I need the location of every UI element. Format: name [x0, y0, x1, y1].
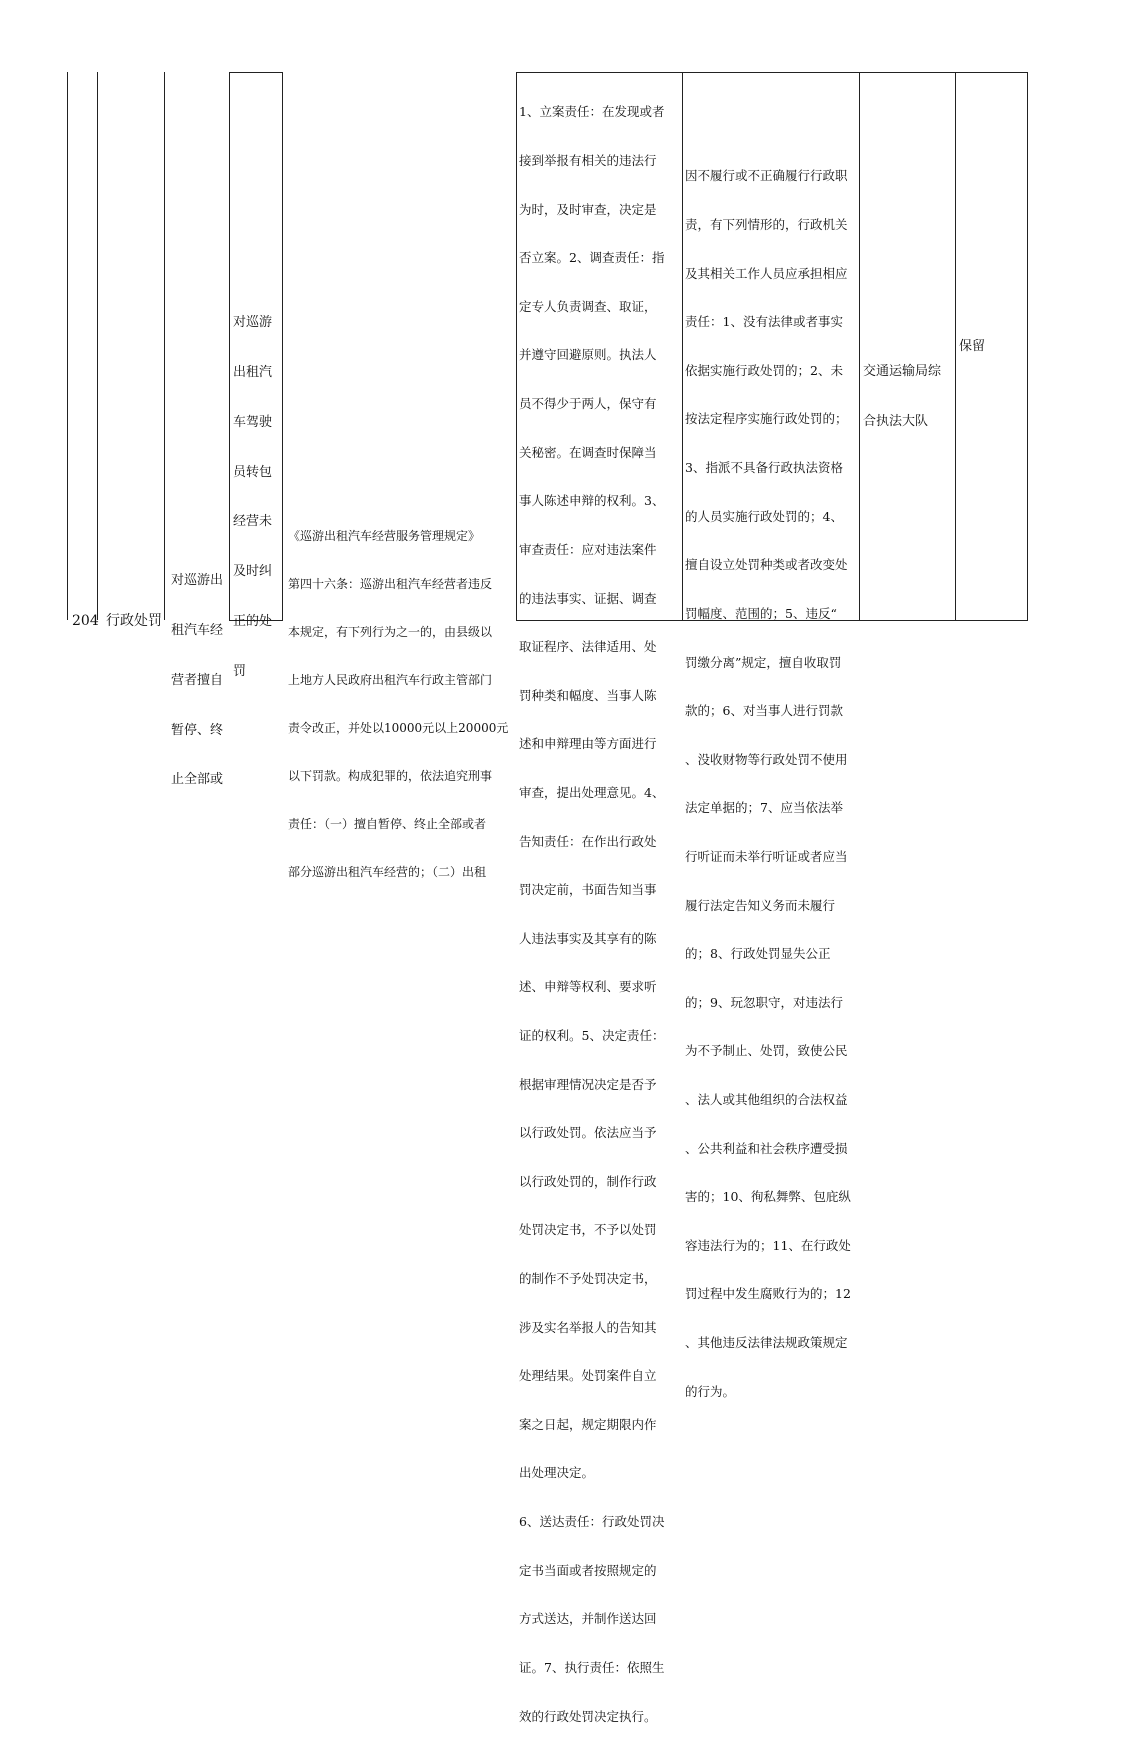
- liability-line: 及其相关工作人员应承担相应: [685, 265, 848, 281]
- liability-line: 的行为。: [685, 1383, 736, 1399]
- liability-line: 依据实施行政处罚的；2、未: [685, 362, 843, 378]
- liability-line: 、其他违反法律法规政策规定: [685, 1335, 848, 1351]
- legal-basis-line: 上地方人民政府出租汽车行政主管部门: [288, 673, 493, 687]
- legal-basis-line: 《巡游出租汽车经营服务管理规定》: [288, 529, 481, 543]
- legal-basis-line: 以下罚款。构成犯罪的，依法追究刑事: [288, 769, 493, 783]
- liability-line: 为不予制止、处罚，致使公民: [685, 1043, 848, 1059]
- responsibility-line: 以行政处罚。依法应当予: [519, 1125, 657, 1141]
- table-border: [682, 72, 683, 620]
- responsibility-text: [519, 72, 664, 1757]
- sub-item-name: [233, 282, 272, 713]
- responsibility-line: 审查责任：应对违法案件: [519, 541, 657, 557]
- liability-line: 的；9、玩忽职守，对违法行: [685, 994, 843, 1010]
- responsibility-line: 人违法事实及其享有的陈: [519, 930, 657, 946]
- sub-item-line: 出租汽: [233, 364, 273, 380]
- responsibility-line: 关秘密。在调查时保障当: [519, 444, 657, 460]
- responsibility-line: 审查，提出处理意见。4、: [519, 784, 665, 800]
- serial-number: 204: [72, 613, 99, 629]
- liability-line: 、公共利益和社会秩序遭受损: [685, 1140, 848, 1156]
- department-line: 合执法大队: [863, 413, 929, 429]
- responsibility-line: 效的行政处罚决定执行。: [519, 1708, 657, 1724]
- item-name-line: 营者擅自: [171, 672, 224, 688]
- responsibility-line: 6、送达责任：行政处罚决: [519, 1514, 665, 1530]
- legal-basis-line: 部分巡游出租汽车经营的；（二）出租: [288, 865, 487, 879]
- responsibility-line: 处罚决定书，不予以处罚: [519, 1222, 657, 1238]
- responsibility-line: 涉及实名举报人的告知其: [519, 1319, 657, 1335]
- responsibility-line: 证。7、执行责任：依照生: [519, 1659, 665, 1675]
- responsibility-line: 罚种类和幅度、当事人陈: [519, 687, 657, 703]
- sub-item-line: 及时纠: [233, 564, 273, 580]
- responsibility-line: 罚决定前，书面告知当事: [519, 882, 657, 898]
- responsibility-line: 以行政处罚的，制作行政: [519, 1173, 657, 1189]
- liability-line: 擅自设立处罚种类或者改变处: [685, 557, 848, 573]
- sub-item-line: 正的处: [233, 613, 273, 629]
- responsibility-line: 定专人负责调查、取证，: [519, 298, 657, 314]
- liability-line: 的；8、行政处罚显失公正: [685, 946, 831, 962]
- liability-line: 罚缴分离”规定，擅自收取罚: [685, 654, 842, 670]
- responsibility-line: 述、申辩等权利、要求听: [519, 979, 657, 995]
- sub-item-line: 经营未: [233, 514, 273, 530]
- department-line: 交通运输局综: [863, 364, 942, 379]
- responsibility-line: 为时，及时审查，决定是: [519, 201, 657, 217]
- liability-line: 、没收财物等行政处罚不使用: [685, 751, 848, 767]
- liability-line: 责，有下列情形的，行政机关: [685, 217, 848, 233]
- liability-line: 3、指派不具备行政执法资格: [685, 460, 843, 476]
- legal-basis-line: 本规定，有下列行为之一的，由县级以: [288, 625, 493, 639]
- liability-line: 按法定程序实施行政处罚的；: [685, 411, 848, 427]
- responsibility-line: 的制作不予处罚决定书，: [519, 1271, 657, 1287]
- table-border: [955, 72, 956, 620]
- responsibility-line: 告知责任：在作出行政处: [519, 833, 657, 849]
- department: [863, 331, 941, 463]
- liability-line: 罚幅度、范围的；5、违反“: [685, 605, 837, 621]
- liability-line: 行听证而未举行听证或者应当: [685, 848, 848, 864]
- responsibility-line: 处理结果。处罚案件自立: [519, 1368, 657, 1384]
- liability-line: 责任：1、没有法律或者事实: [685, 314, 843, 330]
- liability-line: 容违法行为的；11、在行政处: [685, 1237, 851, 1253]
- liability-line: 、法人或其他组织的合法权益: [685, 1091, 848, 1107]
- responsibility-line: 取证程序、法律适用、处: [519, 639, 657, 655]
- sub-item-line: 车驾驶: [233, 414, 273, 430]
- responsibility-line: 根据审理情况决定是否予: [519, 1076, 657, 1092]
- responsibility-line: 证的权利。5、决定责任：: [519, 1027, 665, 1043]
- responsibility-line: 方式送达，并制作送达回: [519, 1611, 657, 1627]
- table-border: [1027, 72, 1028, 620]
- responsibility-line: 1、立案责任：在发现或者: [519, 104, 665, 120]
- liability-line: 的人员实施行政处罚的；4、: [685, 508, 843, 524]
- serial-number-cell: [68, 72, 99, 629]
- item-name-line: 止全部或: [171, 772, 224, 788]
- table-border: [229, 72, 230, 620]
- liability-text: [685, 136, 851, 1432]
- responsibility-cell: [517, 73, 682, 1724]
- responsibility-line: 员不得少于两人，保守有: [519, 396, 657, 412]
- liability-line: 履行法定告知义务而未履行: [685, 897, 836, 913]
- category-text: 行政处罚: [106, 613, 162, 629]
- responsibility-line: 事人陈述申辩的权利。3、: [519, 493, 665, 509]
- liability-line: 害的；10、徇私舞弊、包庇纵: [685, 1189, 851, 1205]
- responsibility-line: 案之日起，规定期限内作: [519, 1416, 657, 1432]
- item-name-line: 暂停、终: [171, 722, 224, 738]
- responsibility-line: 出处理决定。: [519, 1465, 595, 1481]
- responsibility-line: 的违法事实、证据、调查: [519, 590, 657, 606]
- responsibility-line: 并遵守回避原则。执法人: [519, 347, 657, 363]
- legal-basis-line: 第四十六条：巡游出租汽车经营者违反: [288, 577, 493, 591]
- responsibility-line: 接到举报有相关的违法行: [519, 153, 657, 169]
- table-border: [229, 72, 283, 73]
- legal-basis: [288, 496, 508, 912]
- liability-line: 法定单据的；7、应当依法举: [685, 800, 843, 816]
- liability-line: 款的；6、对当事人进行罚款: [685, 703, 843, 719]
- item-name: [171, 540, 223, 822]
- item-name-line: 对巡游出: [171, 573, 224, 589]
- liability-line: 因不履行或不正确履行行政职: [685, 168, 848, 184]
- category-cell: [98, 72, 164, 629]
- table-border: [859, 72, 860, 620]
- legal-basis-line: 责任：（一）擅自暂停、终止全部或者: [288, 817, 487, 831]
- item-name-cell: [165, 72, 229, 788]
- legal-basis-cell: [283, 72, 516, 879]
- sub-item-line: 员转包: [233, 464, 273, 480]
- status: 保留: [959, 339, 986, 354]
- legal-basis-line: 责令改正，并处以10000元以上20000元: [288, 721, 509, 735]
- liability-line: 罚过程中发生腐败行为的；12: [685, 1286, 851, 1302]
- sub-item-line: 对巡游: [233, 315, 273, 331]
- responsibility-line: 述和申辩理由等方面进行: [519, 736, 657, 752]
- item-name-line: 租汽车经: [171, 622, 224, 638]
- sub-item-line: 罚: [233, 663, 247, 679]
- responsibility-line: 定书当面或者按照规定的: [519, 1562, 657, 1578]
- responsibility-line: 否立案。2、调查责任：指: [519, 250, 665, 266]
